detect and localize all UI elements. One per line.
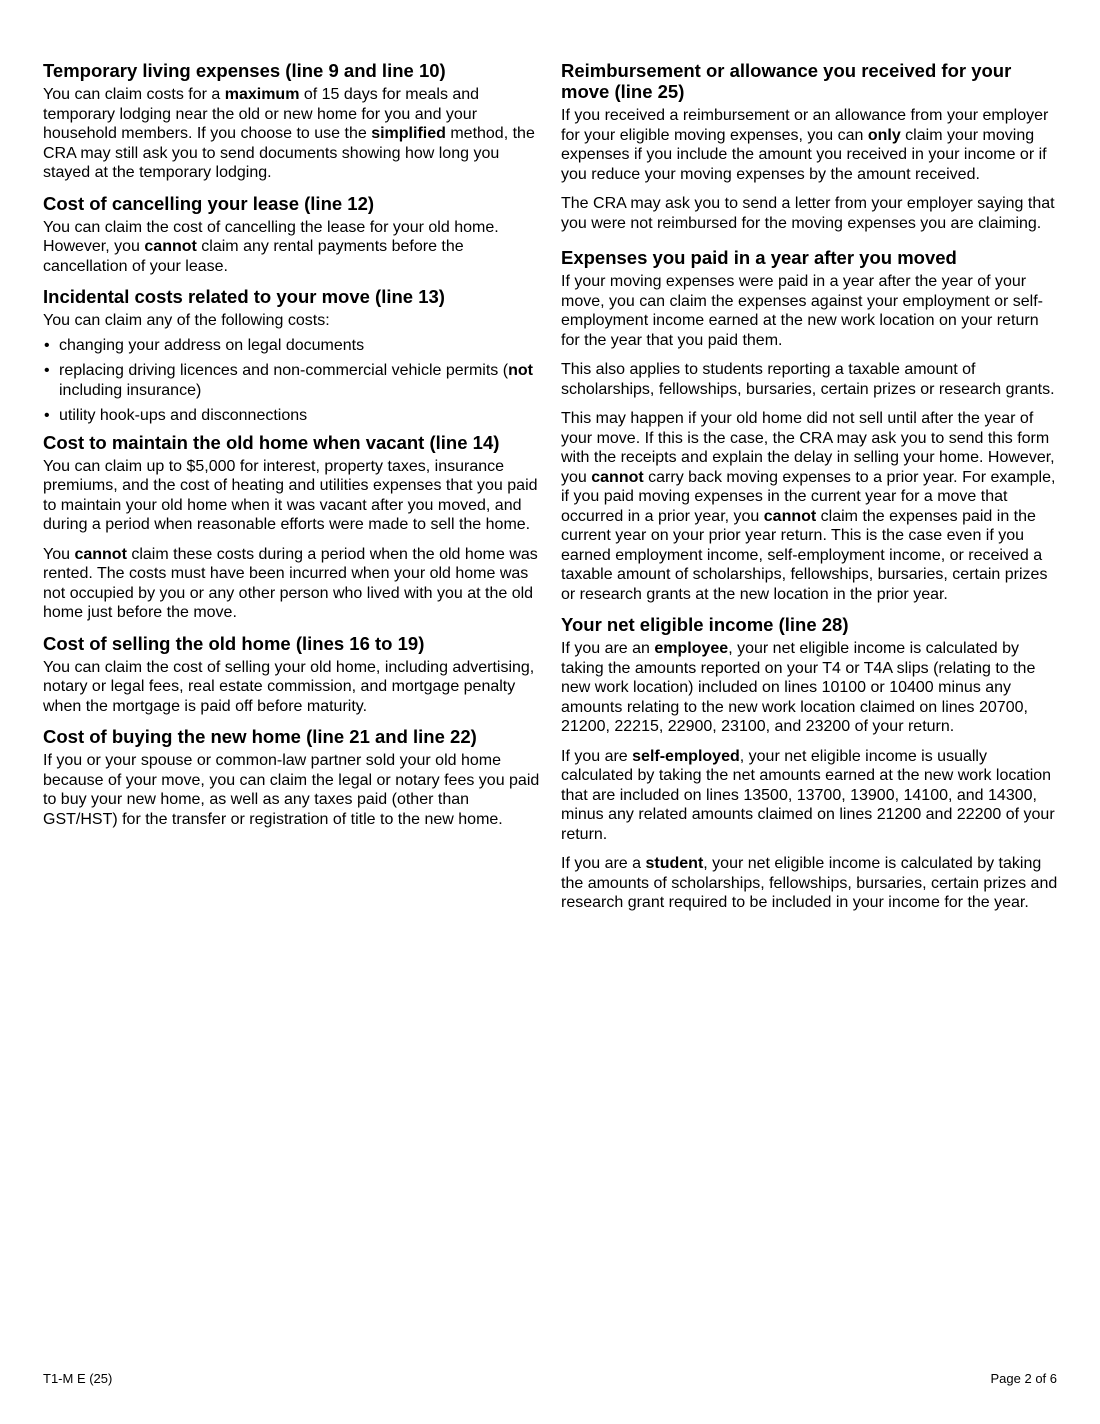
paragraph: If you are a student, your net eligible income is calculated by taking the amounts of scholarships, fellowships, bursaries, certain prizes and research grant required to be included in your income for the year. (561, 855, 1058, 911)
paragraph: You can claim any of the following costs: (43, 312, 330, 329)
section-heading: Temporary living expenses (line 9 and line 10) (43, 60, 446, 81)
left-column (43, 60, 543, 839)
section-heading: Reimbursement or allowance you received for your move (line 25) (561, 60, 1012, 102)
section-heading: Your net eligible income (line 28) (561, 614, 849, 635)
section-reimbursement (561, 60, 1061, 233)
section-heading: Cost of selling the old home (lines 16 to 19) (43, 632, 425, 654)
paragraph: If you are self-employed, your net eligible income is usually calculated by taking the net amounts earned at the new work location that are included on lines 13500, 13700, 13900, 14100, and 14300, minus any related amounts claimed on lines 21200 and 22200 of your return. (561, 747, 1055, 843)
section-incidental-costs (43, 286, 543, 426)
paragraph: If you are an employee, your net eligible income is calculated by taking the amounts reported on your T4 or T4A slips (relating to the new work location) included on lines 10100 or 10400 minus any amounts relating to the new work location claimed on lines 20700, 21200, 22215, 22900, 23100, and 23200 of your return. (561, 640, 1036, 735)
paragraph: You can claim the cost of selling your old home, including advertising, notary or legal fees, real estate commission, and mortgage penalty when the mortgage is paid off before maturity. (43, 658, 535, 715)
list-item: • changing your address on legal documents (43, 336, 543, 356)
paragraph: You can claim up to $5,000 for interest, property taxes, insurance premiums, and the cost of heating and utilities expenses that you paid to maintain your old home when it was vacant after you moved, and during a period when reasonable efforts were made to sell the home. (43, 457, 538, 533)
paragraph: If your moving expenses were paid in a year after the year of your move, you can claim the expenses against your employment or self-employment income earned at the new work location on your return for the year that you paid them. (561, 273, 1044, 349)
paragraph: You can claim costs for a maximum of 15 days for meals and temporary lodging near the old or new home for you and your household members. If you choose to use the simplified method, the CRA may still ask you to send documents showing how long you stayed at the temporary lodging. (43, 86, 535, 181)
section-net-eligible-income (561, 614, 1061, 913)
list-item: • utility hook-ups and disconnections (43, 406, 543, 426)
paragraph: The CRA may ask you to send a letter from your employer saying that you were not reimbursed for the moving expenses you are claiming. (561, 195, 1055, 232)
section-maintain-old-home (43, 432, 543, 623)
list-item: • replacing driving licences and non-commercial vehicle permits (not including insurance) (43, 361, 543, 400)
paragraph: This also applies to students reporting a taxable amount of scholarships, fellowships, bursaries, certain prizes or research grants. (561, 361, 1055, 398)
section-heading: Expenses you paid in a year after you moved (561, 247, 957, 268)
section-heading: Cost of buying the new home (line 21 and line 22) (43, 726, 477, 747)
section-cancelling-lease (43, 193, 543, 277)
page-number: Page 2 of 6 (990, 1371, 1057, 1386)
section-buying-new-home (43, 726, 543, 829)
section-temporary-living (43, 60, 543, 183)
section-heading: Cost of cancelling your lease (line 12) (43, 192, 375, 214)
section-heading: Cost to maintain the old home when vacant (line 14) (43, 431, 500, 453)
right-column (561, 60, 1061, 923)
bullet-list (43, 336, 543, 426)
paragraph: You cannot claim these costs during a period when the old home was rented. The costs must have been incurred when your old home was not occupied by you or any other person who lived with you at the old home just before the move. (43, 545, 538, 621)
paragraph: This may happen if your old home did not sell until after the year of your move. If this is the case, the CRA may ask you to send this form with the receipts and explain the delay in selling your home. However, you cannot carry back moving expenses to a prior year. For example, if you paid moving expenses in the current year for a move that occurred in a prior year, you cannot claim the expenses paid in the current year on your prior year return. This is the case even if you earned employment income, self-employment income, or received a taxable amount of scholarships, fellowships, bursaries, certain prizes or research grants at the new location in the prior year. (561, 410, 1056, 603)
form-code: T1-M E (25) (43, 1371, 113, 1386)
paragraph: If you received a reimbursement or an allowance from your employer for your eligible moving expenses, you can only claim your moving expenses if you include the amount you received in your income or if you reduce your moving expenses by the amount received. (561, 107, 1049, 183)
section-expenses-after-move (561, 247, 1061, 604)
paragraph: You can claim the cost of cancelling the lease for your old home. However, you cannot claim any rental payments before the cancellation of your lease. (43, 218, 499, 275)
paragraph: If you or your spouse or common-law partner sold your old home because of your move, you can claim the legal or notary fees you paid to buy your new home, as well as any taxes paid (other than GST/HST) for the transfer or registration of title to the new home. (43, 752, 540, 828)
section-selling-old-home (43, 633, 543, 717)
section-heading: Incidental costs related to your move (line 13) (43, 286, 445, 307)
